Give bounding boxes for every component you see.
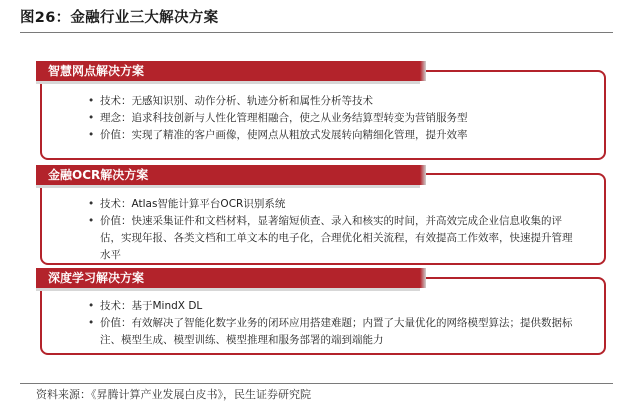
list-item: • 理念：追求科技创新与人性化管理相融合，使之从业务结算型转变为营销服务型 [88,110,578,127]
title-divider [20,32,613,33]
list-item: • 价值：实现了精准的客户画像，使网点从粗放式发展转向精细化管理，提升效率 [88,127,578,144]
section-header-deep-learning: 深度学习解决方案 [36,268,420,288]
section-header-financial-ocr: 金融OCR解决方案 [36,165,420,185]
bottom-divider [20,383,613,384]
section-list-financial-ocr [88,196,578,264]
section-list-smart-branch [88,93,578,144]
list-item: • 价值：快速采集证件和文档材料，显著缩短侦查、录入和核实的时间，并高效完成企业信息收集的评估，实现年报、各类文档和工单文本的电子化，合理优化相关流程，有效提高工作效率，快速提升管理水平 [88,213,578,264]
source-note: 资料来源：《昇腾计算产业发展白皮书》，民生证券研究院 [36,388,311,401]
list-item: • 技术：Atlas智能计算平台OCR识别系统 [88,196,578,213]
section-list-deep-learning [88,298,578,349]
list-item: • 技术：无感知识别、动作分析、轨迹分析和属性分析等技术 [88,93,578,110]
list-item: • 技术：基于MindX DL [88,298,578,315]
list-item: • 价值：有效解决了智能化数字业务的闭环应用搭建难题；内置了大量优化的网络模型算法；提供数据标注、模型生成、模型训练、模型推理和服务部署的端到端能力 [88,315,578,349]
figure-title: 图26：金融行业三大解决方案 [20,10,219,26]
section-header-smart-branch: 智慧网点解决方案 [36,61,420,81]
